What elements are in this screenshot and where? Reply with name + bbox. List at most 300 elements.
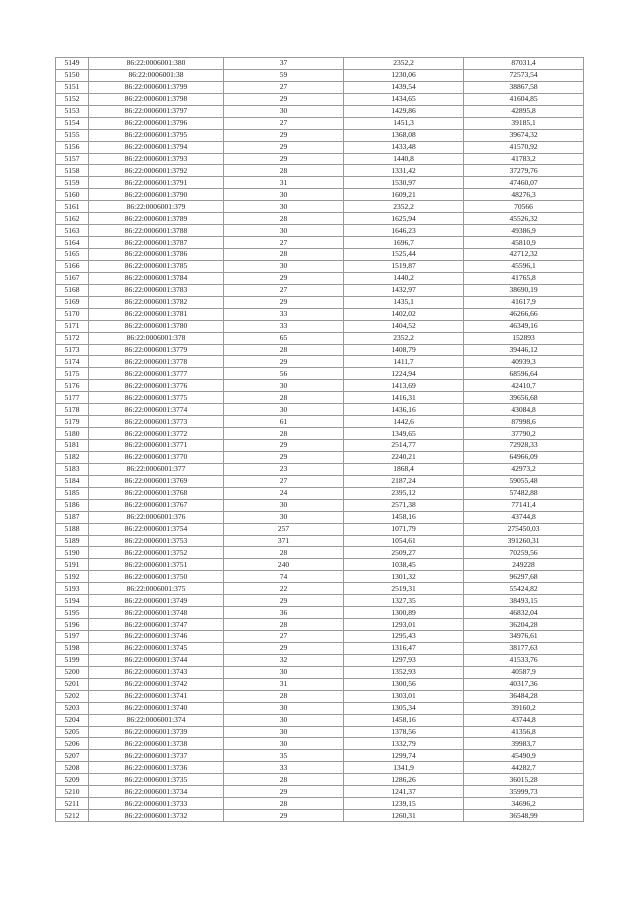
specific-value-cell: 1416,31 xyxy=(344,392,464,404)
cadastral-value-cell: 68596,64 xyxy=(464,368,584,380)
area-cell: 28 xyxy=(224,392,344,404)
table-row xyxy=(56,428,584,440)
specific-value-cell: 1260,31 xyxy=(344,810,464,822)
cadastral-number-cell: 86:22:0006001:3769 xyxy=(89,475,224,487)
row-number-cell: 5157 xyxy=(56,153,89,165)
cadastral-number-cell: 86:22:0006001:3753 xyxy=(89,535,224,547)
area-cell: 29 xyxy=(224,786,344,798)
cadastral-value-cell: 44282,7 xyxy=(464,762,584,774)
specific-value-cell: 1305,34 xyxy=(344,702,464,714)
specific-value-cell: 1432,97 xyxy=(344,284,464,296)
area-cell: 56 xyxy=(224,368,344,380)
area-cell: 30 xyxy=(224,726,344,738)
specific-value-cell: 1519,87 xyxy=(344,260,464,272)
row-number-cell: 5204 xyxy=(56,714,89,726)
specific-value-cell: 2352,2 xyxy=(344,58,464,70)
table-row xyxy=(56,607,584,619)
table-row xyxy=(56,714,584,726)
cadastral-value-cell: 39185,1 xyxy=(464,117,584,129)
table-row xyxy=(56,619,584,631)
table-row xyxy=(56,380,584,392)
cadastral-number-cell: 86:22:0006001:3799 xyxy=(89,81,224,93)
cadastral-number-cell: 86:22:0006001:3736 xyxy=(89,762,224,774)
specific-value-cell: 1404,52 xyxy=(344,320,464,332)
area-cell: 257 xyxy=(224,523,344,535)
row-number-cell: 5184 xyxy=(56,475,89,487)
cadastral-value-cell: 72573,54 xyxy=(464,69,584,81)
table-row xyxy=(56,523,584,535)
table-row xyxy=(56,738,584,750)
area-cell: 28 xyxy=(224,249,344,261)
row-number-cell: 5197 xyxy=(56,631,89,643)
cadastral-number-cell: 86:22:0006001:3780 xyxy=(89,320,224,332)
table-row xyxy=(56,320,584,332)
specific-value-cell: 2395,12 xyxy=(344,487,464,499)
cadastral-number-cell: 86:22:0006001:376 xyxy=(89,511,224,523)
area-cell: 27 xyxy=(224,631,344,643)
specific-value-cell: 2187,24 xyxy=(344,475,464,487)
row-number-cell: 5160 xyxy=(56,189,89,201)
specific-value-cell: 1458,16 xyxy=(344,511,464,523)
specific-value-cell: 1451,3 xyxy=(344,117,464,129)
cadastral-number-cell: 86:22:0006001:3751 xyxy=(89,559,224,571)
table-row xyxy=(56,487,584,499)
cadastral-value-cell: 43744,8 xyxy=(464,714,584,726)
area-cell: 33 xyxy=(224,762,344,774)
cadastral-number-cell: 86:22:0006001:3792 xyxy=(89,165,224,177)
cadastral-number-cell: 86:22:0006001:3794 xyxy=(89,141,224,153)
table-row xyxy=(56,750,584,762)
table-row xyxy=(56,249,584,261)
row-number-cell: 5205 xyxy=(56,726,89,738)
row-number-cell: 5174 xyxy=(56,356,89,368)
row-number-cell: 5176 xyxy=(56,380,89,392)
area-cell: 29 xyxy=(224,595,344,607)
row-number-cell: 5165 xyxy=(56,249,89,261)
row-number-cell: 5149 xyxy=(56,58,89,70)
specific-value-cell: 2352,2 xyxy=(344,332,464,344)
specific-value-cell: 1436,16 xyxy=(344,404,464,416)
cadastral-number-cell: 86:22:0006001:380 xyxy=(89,58,224,70)
row-number-cell: 5200 xyxy=(56,666,89,678)
table-row xyxy=(56,237,584,249)
area-cell: 28 xyxy=(224,165,344,177)
row-number-cell: 5170 xyxy=(56,308,89,320)
table-row xyxy=(56,786,584,798)
cadastral-value-cell: 49386,9 xyxy=(464,225,584,237)
cadastral-number-cell: 86:22:0006001:3791 xyxy=(89,177,224,189)
area-cell: 28 xyxy=(224,774,344,786)
cadastral-number-cell: 86:22:0006001:3749 xyxy=(89,595,224,607)
area-cell: 27 xyxy=(224,284,344,296)
cadastral-number-cell: 86:22:0006001:3732 xyxy=(89,810,224,822)
table-row xyxy=(56,117,584,129)
area-cell: 27 xyxy=(224,117,344,129)
area-cell: 32 xyxy=(224,654,344,666)
cadastral-value-cell: 70259,56 xyxy=(464,547,584,559)
row-number-cell: 5202 xyxy=(56,690,89,702)
specific-value-cell: 2352,2 xyxy=(344,201,464,213)
cadastral-number-cell: 86:22:0006001:3790 xyxy=(89,189,224,201)
cadastral-number-cell: 86:22:0006001:3783 xyxy=(89,284,224,296)
area-cell: 27 xyxy=(224,81,344,93)
cadastral-value-cell: 45810,9 xyxy=(464,237,584,249)
area-cell: 29 xyxy=(224,129,344,141)
specific-value-cell: 2509,27 xyxy=(344,547,464,559)
area-cell: 30 xyxy=(224,201,344,213)
specific-value-cell: 2514,77 xyxy=(344,440,464,452)
row-number-cell: 5150 xyxy=(56,69,89,81)
cadastral-value-cell: 391260,31 xyxy=(464,535,584,547)
cadastral-number-cell: 86:22:0006001:3748 xyxy=(89,607,224,619)
specific-value-cell: 1525,44 xyxy=(344,249,464,261)
row-number-cell: 5167 xyxy=(56,272,89,284)
cadastral-value-cell: 41617,9 xyxy=(464,296,584,308)
row-number-cell: 5151 xyxy=(56,81,89,93)
area-cell: 30 xyxy=(224,666,344,678)
cadastral-number-cell: 86:22:0006001:3793 xyxy=(89,153,224,165)
cadastral-value-cell: 42712,32 xyxy=(464,249,584,261)
cadastral-value-cell: 45596,1 xyxy=(464,260,584,272)
row-number-cell: 5172 xyxy=(56,332,89,344)
cadastral-number-cell: 86:22:0006001:3754 xyxy=(89,523,224,535)
cadastral-value-cell: 42973,2 xyxy=(464,463,584,475)
specific-value-cell: 1038,45 xyxy=(344,559,464,571)
cadastral-value-cell: 40317,36 xyxy=(464,678,584,690)
specific-value-cell: 1458,16 xyxy=(344,714,464,726)
row-number-cell: 5209 xyxy=(56,774,89,786)
cadastral-number-cell: 86:22:0006001:3742 xyxy=(89,678,224,690)
cadastral-value-table xyxy=(55,57,584,822)
area-cell: 23 xyxy=(224,463,344,475)
specific-value-cell: 1341,9 xyxy=(344,762,464,774)
table-row xyxy=(56,284,584,296)
specific-value-cell: 1224,94 xyxy=(344,368,464,380)
cadastral-value-cell: 40587,9 xyxy=(464,666,584,678)
cadastral-number-cell: 86:22:0006001:3773 xyxy=(89,416,224,428)
table-body xyxy=(56,58,584,822)
cadastral-value-cell: 40939,3 xyxy=(464,356,584,368)
row-number-cell: 5164 xyxy=(56,237,89,249)
cadastral-value-cell: 64966,09 xyxy=(464,451,584,463)
area-cell: 30 xyxy=(224,225,344,237)
cadastral-value-cell: 152893 xyxy=(464,332,584,344)
area-cell: 30 xyxy=(224,738,344,750)
cadastral-number-cell: 86:22:0006001:3733 xyxy=(89,798,224,810)
row-number-cell: 5153 xyxy=(56,105,89,117)
cadastral-value-cell: 36484,28 xyxy=(464,690,584,702)
cadastral-value-cell: 59055,48 xyxy=(464,475,584,487)
table-row xyxy=(56,702,584,714)
specific-value-cell: 1286,26 xyxy=(344,774,464,786)
area-cell: 36 xyxy=(224,607,344,619)
specific-value-cell: 1440,8 xyxy=(344,153,464,165)
cadastral-number-cell: 86:22:0006001:3784 xyxy=(89,272,224,284)
area-cell: 28 xyxy=(224,690,344,702)
area-cell: 37 xyxy=(224,58,344,70)
area-cell: 22 xyxy=(224,583,344,595)
table-row xyxy=(56,499,584,511)
specific-value-cell: 1352,93 xyxy=(344,666,464,678)
row-number-cell: 5177 xyxy=(56,392,89,404)
cadastral-number-cell: 86:22:0006001:3775 xyxy=(89,392,224,404)
specific-value-cell: 1239,15 xyxy=(344,798,464,810)
row-number-cell: 5181 xyxy=(56,440,89,452)
row-number-cell: 5189 xyxy=(56,535,89,547)
row-number-cell: 5163 xyxy=(56,225,89,237)
specific-value-cell: 1625,94 xyxy=(344,213,464,225)
table-row xyxy=(56,475,584,487)
cadastral-value-cell: 43744,8 xyxy=(464,511,584,523)
cadastral-number-cell: 86:22:0006001:377 xyxy=(89,463,224,475)
row-number-cell: 5171 xyxy=(56,320,89,332)
cadastral-number-cell: 86:22:0006001:3741 xyxy=(89,690,224,702)
area-cell: 28 xyxy=(224,344,344,356)
area-cell: 28 xyxy=(224,798,344,810)
specific-value-cell: 1230,06 xyxy=(344,69,464,81)
specific-value-cell: 2240,21 xyxy=(344,451,464,463)
table-row xyxy=(56,547,584,559)
specific-value-cell: 1433,48 xyxy=(344,141,464,153)
cadastral-number-cell: 86:22:0006001:3798 xyxy=(89,93,224,105)
row-number-cell: 5161 xyxy=(56,201,89,213)
area-cell: 28 xyxy=(224,547,344,559)
table-row xyxy=(56,189,584,201)
cadastral-value-cell: 41765,8 xyxy=(464,272,584,284)
row-number-cell: 5201 xyxy=(56,678,89,690)
cadastral-value-cell: 41570,92 xyxy=(464,141,584,153)
row-number-cell: 5193 xyxy=(56,583,89,595)
specific-value-cell: 1368,08 xyxy=(344,129,464,141)
specific-value-cell: 1300,89 xyxy=(344,607,464,619)
area-cell: 30 xyxy=(224,499,344,511)
cadastral-number-cell: 86:22:0006001:38 xyxy=(89,69,224,81)
table-row xyxy=(56,368,584,380)
cadastral-number-cell: 86:22:0006001:3785 xyxy=(89,260,224,272)
specific-value-cell: 2571,38 xyxy=(344,499,464,511)
row-number-cell: 5183 xyxy=(56,463,89,475)
area-cell: 65 xyxy=(224,332,344,344)
area-cell: 29 xyxy=(224,153,344,165)
row-number-cell: 5168 xyxy=(56,284,89,296)
cadastral-value-cell: 39983,7 xyxy=(464,738,584,750)
row-number-cell: 5192 xyxy=(56,571,89,583)
table-row xyxy=(56,201,584,213)
specific-value-cell: 1868,4 xyxy=(344,463,464,475)
row-number-cell: 5206 xyxy=(56,738,89,750)
row-number-cell: 5195 xyxy=(56,607,89,619)
row-number-cell: 5155 xyxy=(56,129,89,141)
cadastral-number-cell: 86:22:0006001:375 xyxy=(89,583,224,595)
specific-value-cell: 1295,43 xyxy=(344,631,464,643)
cadastral-number-cell: 86:22:0006001:3750 xyxy=(89,571,224,583)
cadastral-value-cell: 275450,03 xyxy=(464,523,584,535)
cadastral-number-cell: 86:22:0006001:3788 xyxy=(89,225,224,237)
cadastral-number-cell: 86:22:0006001:3774 xyxy=(89,404,224,416)
row-number-cell: 5199 xyxy=(56,654,89,666)
row-number-cell: 5210 xyxy=(56,786,89,798)
specific-value-cell: 1241,37 xyxy=(344,786,464,798)
cadastral-value-cell: 45490,9 xyxy=(464,750,584,762)
table-row xyxy=(56,654,584,666)
specific-value-cell: 1408,79 xyxy=(344,344,464,356)
specific-value-cell: 1696,7 xyxy=(344,237,464,249)
cadastral-number-cell: 86:22:0006001:3752 xyxy=(89,547,224,559)
cadastral-number-cell: 86:22:0006001:3767 xyxy=(89,499,224,511)
cadastral-value-cell: 38177,63 xyxy=(464,642,584,654)
row-number-cell: 5179 xyxy=(56,416,89,428)
cadastral-value-cell: 41356,8 xyxy=(464,726,584,738)
table-row xyxy=(56,810,584,822)
row-number-cell: 5156 xyxy=(56,141,89,153)
specific-value-cell: 1609,21 xyxy=(344,189,464,201)
cadastral-value-cell: 48276,3 xyxy=(464,189,584,201)
cadastral-value-cell: 36204,28 xyxy=(464,619,584,631)
specific-value-cell: 1402,02 xyxy=(344,308,464,320)
area-cell: 240 xyxy=(224,559,344,571)
row-number-cell: 5173 xyxy=(56,344,89,356)
table-row xyxy=(56,690,584,702)
specific-value-cell: 1331,42 xyxy=(344,165,464,177)
cadastral-number-cell: 86:22:0006001:3771 xyxy=(89,440,224,452)
cadastral-number-cell: 86:22:0006001:374 xyxy=(89,714,224,726)
area-cell: 33 xyxy=(224,320,344,332)
table-row xyxy=(56,225,584,237)
cadastral-number-cell: 86:22:0006001:3744 xyxy=(89,654,224,666)
table-row xyxy=(56,726,584,738)
specific-value-cell: 2519,31 xyxy=(344,583,464,595)
cadastral-number-cell: 86:22:0006001:3770 xyxy=(89,451,224,463)
area-cell: 24 xyxy=(224,487,344,499)
area-cell: 28 xyxy=(224,428,344,440)
row-number-cell: 5175 xyxy=(56,368,89,380)
specific-value-cell: 1301,32 xyxy=(344,571,464,583)
cadastral-value-cell: 57482,88 xyxy=(464,487,584,499)
specific-value-cell: 1434,65 xyxy=(344,93,464,105)
cadastral-number-cell: 86:22:0006001:3747 xyxy=(89,619,224,631)
row-number-cell: 5169 xyxy=(56,296,89,308)
table-row xyxy=(56,260,584,272)
area-cell: 29 xyxy=(224,642,344,654)
cadastral-number-cell: 86:22:0006001:3738 xyxy=(89,738,224,750)
table-row xyxy=(56,129,584,141)
cadastral-value-cell: 47460,07 xyxy=(464,177,584,189)
row-number-cell: 5211 xyxy=(56,798,89,810)
cadastral-value-cell: 249228 xyxy=(464,559,584,571)
table-row xyxy=(56,356,584,368)
cadastral-number-cell: 86:22:0006001:379 xyxy=(89,201,224,213)
row-number-cell: 5194 xyxy=(56,595,89,607)
table-row xyxy=(56,631,584,643)
table-row xyxy=(56,678,584,690)
area-cell: 59 xyxy=(224,69,344,81)
row-number-cell: 5212 xyxy=(56,810,89,822)
cadastral-value-cell: 87031,4 xyxy=(464,58,584,70)
row-number-cell: 5180 xyxy=(56,428,89,440)
area-cell: 29 xyxy=(224,810,344,822)
cadastral-value-cell: 46832,04 xyxy=(464,607,584,619)
table-row xyxy=(56,153,584,165)
cadastral-value-cell: 34696,2 xyxy=(464,798,584,810)
table-row xyxy=(56,595,584,607)
table-row xyxy=(56,571,584,583)
specific-value-cell: 1440,2 xyxy=(344,272,464,284)
table-row xyxy=(56,642,584,654)
cadastral-value-cell: 77141,4 xyxy=(464,499,584,511)
area-cell: 30 xyxy=(224,404,344,416)
specific-value-cell: 1429,86 xyxy=(344,105,464,117)
row-number-cell: 5188 xyxy=(56,523,89,535)
area-cell: 28 xyxy=(224,213,344,225)
row-number-cell: 5207 xyxy=(56,750,89,762)
table-row xyxy=(56,762,584,774)
table-row xyxy=(56,511,584,523)
cadastral-number-cell: 86:22:0006001:3781 xyxy=(89,308,224,320)
table-row xyxy=(56,774,584,786)
cadastral-value-cell: 37790,2 xyxy=(464,428,584,440)
table-row xyxy=(56,583,584,595)
cadastral-value-cell: 45526,32 xyxy=(464,213,584,225)
table-row xyxy=(56,213,584,225)
cadastral-number-cell: 86:22:0006001:3779 xyxy=(89,344,224,356)
cadastral-value-cell: 55424,82 xyxy=(464,583,584,595)
table-row xyxy=(56,308,584,320)
cadastral-number-cell: 86:22:0006001:378 xyxy=(89,332,224,344)
row-number-cell: 5186 xyxy=(56,499,89,511)
area-cell: 27 xyxy=(224,475,344,487)
cadastral-value-cell: 39674,32 xyxy=(464,129,584,141)
specific-value-cell: 1332,79 xyxy=(344,738,464,750)
specific-value-cell: 1054,61 xyxy=(344,535,464,547)
cadastral-number-cell: 86:22:0006001:3778 xyxy=(89,356,224,368)
specific-value-cell: 1413,69 xyxy=(344,380,464,392)
table-row xyxy=(56,69,584,81)
table-row xyxy=(56,559,584,571)
cadastral-number-cell: 86:22:0006001:3786 xyxy=(89,249,224,261)
table-row xyxy=(56,404,584,416)
row-number-cell: 5154 xyxy=(56,117,89,129)
cadastral-number-cell: 86:22:0006001:3737 xyxy=(89,750,224,762)
specific-value-cell: 1435,1 xyxy=(344,296,464,308)
specific-value-cell: 1300,56 xyxy=(344,678,464,690)
cadastral-number-cell: 86:22:0006001:3789 xyxy=(89,213,224,225)
row-number-cell: 5162 xyxy=(56,213,89,225)
table-row xyxy=(56,798,584,810)
specific-value-cell: 1316,47 xyxy=(344,642,464,654)
row-number-cell: 5198 xyxy=(56,642,89,654)
cadastral-number-cell: 86:22:0006001:3797 xyxy=(89,105,224,117)
cadastral-number-cell: 86:22:0006001:3746 xyxy=(89,631,224,643)
table-row xyxy=(56,105,584,117)
table-row xyxy=(56,392,584,404)
cadastral-value-cell: 36548,99 xyxy=(464,810,584,822)
specific-value-cell: 1646,23 xyxy=(344,225,464,237)
area-cell: 29 xyxy=(224,141,344,153)
cadastral-value-cell: 87998,6 xyxy=(464,416,584,428)
row-number-cell: 5152 xyxy=(56,93,89,105)
area-cell: 28 xyxy=(224,619,344,631)
table-row xyxy=(56,535,584,547)
specific-value-cell: 1530,97 xyxy=(344,177,464,189)
table-row xyxy=(56,440,584,452)
row-number-cell: 5158 xyxy=(56,165,89,177)
area-cell: 74 xyxy=(224,571,344,583)
cadastral-value-cell: 70566 xyxy=(464,201,584,213)
specific-value-cell: 1297,93 xyxy=(344,654,464,666)
table-row xyxy=(56,165,584,177)
cadastral-number-cell: 86:22:0006001:3768 xyxy=(89,487,224,499)
cadastral-value-cell: 46266,66 xyxy=(464,308,584,320)
